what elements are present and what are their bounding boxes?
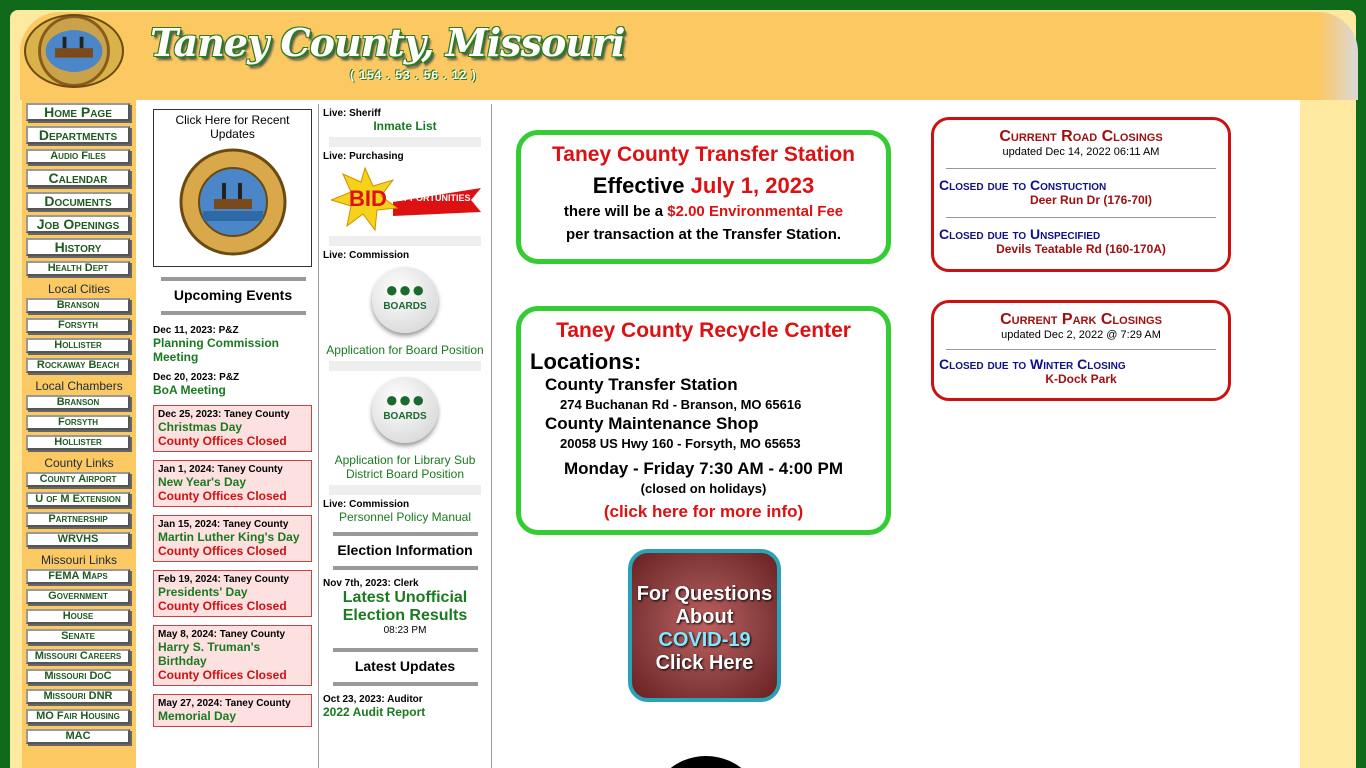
divider [333,682,478,686]
nav-wrvhs[interactable]: WRVHS [26,532,130,547]
road-closure-1-item[interactable]: Deer Run Dr (176-70I) [1029,193,1153,207]
ip-address: ( 154 . 53 . 56 . 12 ) [350,68,477,82]
park-closings-title: Current Park Closings [1000,311,1162,328]
divider [333,648,478,652]
fee-line [521,203,886,220]
event-date: May 8, 2024: Taney County [158,629,286,640]
election-time: 08:23 PM [383,625,427,636]
divider [946,168,1216,169]
nav-senate[interactable]: Senate [26,629,130,644]
nav-mac[interactable]: MAC [26,729,130,744]
live-commission-label: Live: Commission [323,250,410,261]
event-name[interactable]: Harry S. Truman's Birthday [158,640,261,668]
divider [333,532,478,536]
fee-prefix: there will be a [563,203,664,220]
nav-chamber-hollister[interactable]: Hollister [26,435,130,450]
event-name[interactable]: New Year's Day [158,475,247,489]
live-sheriff-label: Live: Sheriff [323,108,381,119]
nav-mo-fair-housing[interactable]: MO Fair Housing [26,709,130,724]
event-date: Jan 1, 2024: Taney County [158,464,283,475]
locations-label: Locations: [530,349,642,374]
event-note: County Offices Closed [158,599,287,613]
park-closure-1-heading: Closed due to Winter Closing [939,356,1126,372]
nav-missouri-dnr[interactable]: Missouri DNR [26,689,130,704]
nav-chamber-branson[interactable]: Branson [26,395,130,410]
covid-line-3: COVID-19 [658,629,751,651]
event-date: May 27, 2024: Taney County [158,698,291,709]
event-note: County Offices Closed [158,434,287,448]
effective-line [521,173,886,199]
event-date: Dec 20, 2023: P&Z [153,372,240,383]
boards-label: BOARDS [383,411,427,422]
nav-audio-files[interactable]: Audio Files [26,149,130,164]
inmate-list-link[interactable]: Inmate List [373,119,437,133]
recycle-center-title: Taney County Recycle Center [556,319,851,342]
event-item[interactable] [153,570,312,617]
event-item[interactable] [153,372,312,397]
nav-documents[interactable]: Documents [26,192,130,210]
event-date: Jan 15, 2024: Taney County [158,519,289,530]
event-item[interactable] [153,515,312,562]
event-name[interactable]: Planning Commission Meeting [153,336,280,364]
county-seal-logo[interactable] [24,14,124,88]
divider-bar [329,137,481,147]
event-item[interactable] [153,405,312,452]
nav-departments[interactable]: Departments [26,126,130,144]
divider-bar [329,361,481,371]
events-column [150,100,316,735]
recycle-center-box[interactable] [516,306,891,535]
event-name[interactable]: Martin Luther King's Day [158,530,300,544]
nav-city-forsyth[interactable]: Forsyth [26,318,130,333]
divider-bar [329,485,481,495]
location-1-name: County Transfer Station [545,375,738,394]
park-closings-updated: updated Dec 2, 2022 @ 7:29 AM [1001,329,1161,341]
personnel-policy-link[interactable]: Personnel Policy Manual [338,510,472,524]
upcoming-events-title: Upcoming Events [173,287,293,303]
bid-opportunities-banner[interactable] [331,166,491,232]
location-1-address: 274 Buchanan Rd - Branson, MO 65616 [560,397,802,412]
nav-fema-maps[interactable]: FEMA Maps [26,569,130,584]
nav-health-dept[interactable]: Health Dept [26,261,130,276]
election-results-link[interactable]: Latest Unofficial Election Results [342,589,468,624]
road-closings-title: Current Road Closings [999,128,1163,145]
nav-city-branson[interactable]: Branson [26,298,130,313]
fee-amount: $2.00 Environmental Fee [667,203,844,220]
nav-government[interactable]: Government [26,589,130,604]
nav-county-airport[interactable]: County Airport [26,472,130,487]
bid-label: BID [349,186,387,211]
nav-house[interactable]: House [26,609,130,624]
event-note: County Offices Closed [158,544,287,558]
nav-missouri-doc[interactable]: Missouri DoC [26,669,130,684]
library-board-application-link[interactable]: Application for Library Sub District Board Position [334,453,476,481]
covid-info-button[interactable] [628,549,781,702]
event-item[interactable] [153,460,312,507]
sidebar [22,100,136,768]
nav-missouri-careers[interactable]: Missouri Careers [26,649,130,664]
audit-report-link[interactable]: 2022 Audit Report [323,705,426,719]
event-item[interactable] [153,325,312,364]
nav-um-extension[interactable]: U of M Extension [26,492,130,507]
latest-updates-title: Latest Updates [354,658,456,674]
emergency-management-seal-icon[interactable] [178,143,288,261]
nav-history[interactable]: History [26,238,130,256]
event-item[interactable] [153,694,312,727]
event-name[interactable]: Memorial Day [158,709,237,723]
divider [946,217,1216,218]
latest-update-date: Oct 23, 2023: Auditor [323,694,423,705]
recent-updates-title[interactable]: Click Here for Recent Updates [175,113,290,141]
nav-chamber-forsyth[interactable]: Forsyth [26,415,130,430]
nav-home-page[interactable]: Home Page [26,103,130,121]
divider-bar [329,236,481,246]
transfer-station-box[interactable] [516,130,891,264]
effective-date: July 1, 2023 [690,173,815,198]
fee-line-2: per transaction at the Transfer Station. [565,226,842,243]
missouri-links-heading: Missouri Links [40,553,118,567]
recent-updates-box[interactable] [153,109,312,267]
event-note: County Offices Closed [158,668,287,682]
event-item[interactable] [153,625,312,686]
nav-city-hollister[interactable]: Hollister [26,338,130,353]
event-name[interactable]: Presidents' Day [158,585,248,599]
local-chambers-heading: Local Chambers [35,379,123,393]
location-2-address: 20058 US Hwy 160 - Forsyth, MO 65653 [560,436,801,451]
divider [333,566,478,570]
more-info-link[interactable]: (click here for more info) [603,502,804,521]
live-purchasing-label: Live: Purchasing [323,151,404,162]
election-info-title: Election Information [337,542,473,558]
event-name[interactable]: Christmas Day [158,420,243,434]
covid-line-1: For Questions [636,583,773,605]
road-closings-box[interactable] [931,117,1231,272]
event-name[interactable]: BoA Meeting [153,383,226,397]
road-closure-2-item[interactable]: Devils Teatable Rd (160-170A) [996,242,1166,256]
boards-label: BOARDS [383,301,427,312]
boards-icon[interactable] [372,377,438,443]
divider [946,349,1216,350]
nav-job-openings[interactable]: Job Openings [26,215,130,233]
live-commission-label: Live: Commission [323,499,410,510]
election-date: Nov 7th, 2023: Clerk [323,578,419,589]
transfer-station-title: Taney County Transfer Station [552,143,855,166]
road-closings-updated: updated Dec 14, 2022 06:11 AM [1002,146,1160,158]
nav-partnership[interactable]: Partnership [26,512,130,527]
site-title[interactable]: Taney County, Missouri [150,20,625,65]
hours-line: Monday - Friday 7:30 AM - 4:00 PM [564,459,843,478]
road-closure-1-heading: Closed due to Constuction [939,177,1107,193]
people-icon: ●●● [385,277,425,302]
covid-line-2: About [675,606,734,628]
boards-icon[interactable] [372,267,438,333]
live-column [318,104,492,768]
effective-label: Effective [592,173,685,198]
location-2-name: County Maintenance Shop [545,414,759,433]
event-date: Dec 11, 2023: P&Z [153,325,239,336]
board-application-link[interactable]: Application for Board Position [326,343,484,357]
nav-calendar[interactable]: Calendar [26,169,130,187]
event-date: Feb 19, 2024: Taney County [158,574,289,585]
holiday-closed-note: (closed on holidays) [640,481,767,496]
event-note: County Offices Closed [158,489,287,503]
park-closings-box[interactable] [931,300,1231,401]
event-date: Dec 25, 2023: Taney County [158,409,290,420]
county-links-heading: County Links [44,456,114,470]
local-cities-heading: Local Cities [47,282,111,296]
covid-line-4: Click Here [655,652,754,674]
park-closure-1-item[interactable]: K-Dock Park [1045,372,1117,386]
events-list [150,325,316,727]
road-closure-2-heading: Closed due to Unspecified [939,226,1101,242]
divider [161,311,306,315]
nav-city-rockaway-beach[interactable]: Rockaway Beach [26,358,130,373]
opportunities-label: OPPORTUNITIES [397,193,471,203]
divider [161,277,306,281]
people-icon: ●●● [385,387,425,412]
